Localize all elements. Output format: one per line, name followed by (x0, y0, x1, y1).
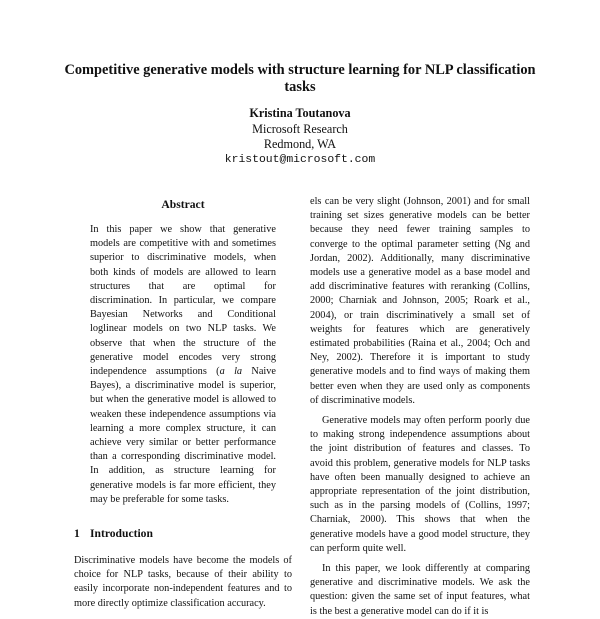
author-email: kristout@microsoft.com (224, 153, 376, 166)
intro-paragraph-1: Discriminative models have become the models of choice for NLP tasks, because of their ability to easily incorporate non-independent features and to more directly optimize classification accuracy. (74, 555, 292, 609)
right-column (310, 198, 530, 619)
section-number: 1 (74, 527, 80, 541)
intro-paragraph-continued: els can be very slight (Johnson, 2001) and for small training set sizes generative models can be better because they need fewer training samples to converge to the optimal parameter setting (Ng and Jordan, 2002). Additionally, many discriminative models use a generative model as a base model and add discriminative features with reranking (Collins, 2000; Charniak and Johnson, 2005; Roark et al., 2004), or train discriminatively a small set of weights for features which are generatively estimated probabilities (Raina et al., 2004; Och and Ney, 2002). Therefore it is important to study generative models and to find ways of making them better even when they are used only as components of discriminative models. (310, 196, 530, 406)
left-column (74, 198, 292, 611)
intro-paragraph-3: In this paper, we look differently at comparing generative and discriminative models. We ask the question: given the same set of input features, what is the best a generative model can do if it is (310, 563, 530, 617)
abstract-text-part1: In this paper we show that generative models are competitive with and sometimes superior to discriminative models, when both kinds of models are allowed to learn structures that are optimal for discrimination. In particular, we compare Bayesian Networks and Conditional loglinear models on two NLP tasks. We observe that when the structure of the generative model encodes very strong independence assumptions ( (90, 224, 276, 378)
section-title: Introduction (90, 527, 153, 541)
intro-paragraph-2: Generative models may often perform poorly due to making strong independence assumptions about the joint distribution of features and classes. To avoid this problem, generative models for NLP tasks have often been manually designed to achieve an appropriate representation of the joint distribution, such as in the parsing models of (Collins, 1997; Charniak, 2000). This shows that when the generative models have a good model structure, they can perform quite well. (310, 415, 530, 554)
abstract-text (90, 223, 276, 507)
abstract-italic-phrase: a la (219, 366, 243, 378)
author-name: Kristina Toutanova (249, 106, 351, 120)
abstract-text-part2: Naive Bayes), a discriminative model is superior, but when the generative model is allowed to weaken these independence assumptions via learning a more complex structure, it can achieve very similar or better performance than a corresponding discriminative model. In addition, as structure learning for generative models is far more efficient, they may be preferable for some tasks. (90, 366, 276, 505)
author-location: Redmond, WA (263, 137, 337, 151)
author-affiliation: Microsoft Research (252, 121, 348, 136)
abstract-heading: Abstract (161, 198, 205, 211)
author-block (150, 106, 450, 168)
section-heading-introduction (74, 527, 292, 541)
paper-title: Competitive generative models with structure learning for NLP classification tasks (64, 62, 536, 95)
